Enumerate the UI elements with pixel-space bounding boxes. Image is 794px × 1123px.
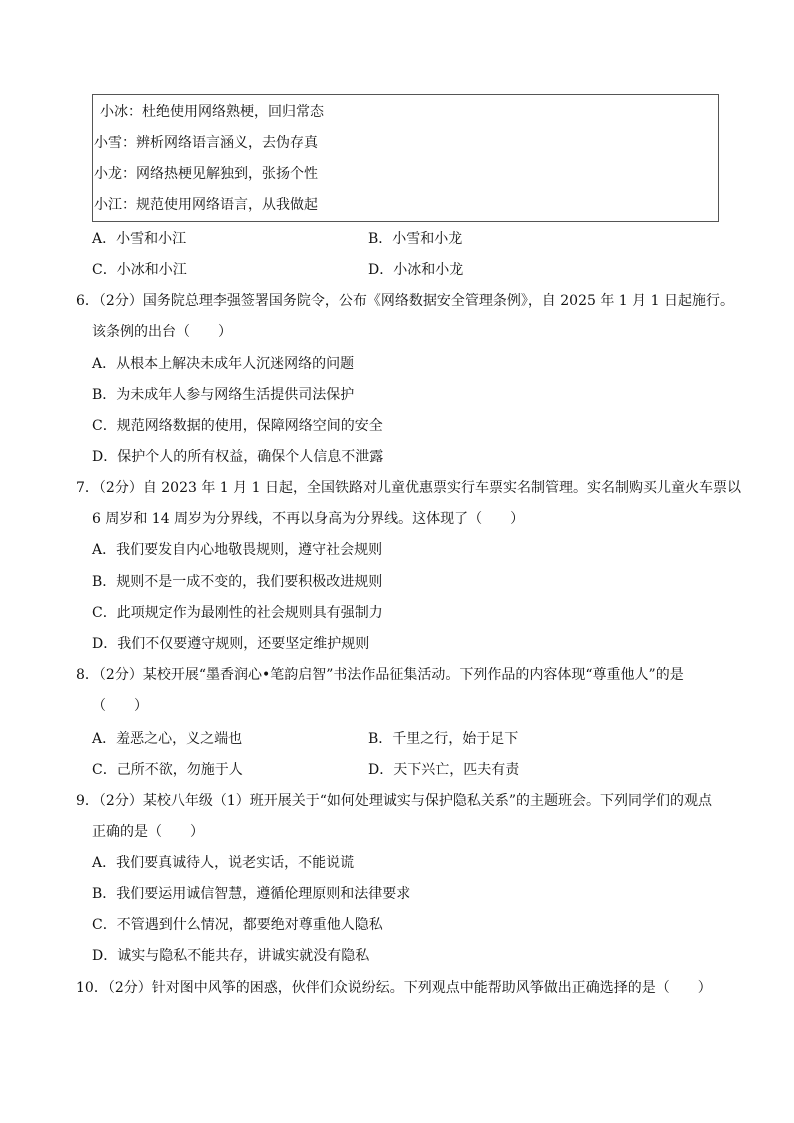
question-stem-cont: （ ） xyxy=(92,698,148,714)
option-d: D．天下兴亡，匹夫有责 xyxy=(368,762,520,778)
question-stem: 7．（2分）自 2023 年 1 月 1 日起，全国铁路对儿童优惠票实行车票实名制管理。实名制购买儿童火车票以 xyxy=(76,480,741,496)
quote-line: 小雪：辨析网络语言涵义，去伪存真 xyxy=(94,135,318,151)
option-c: C．己所不欲，勿施于人 xyxy=(92,762,243,778)
option-b: B．小雪和小龙 xyxy=(368,231,463,247)
option-c: C．规范网络数据的使用，保障网络空间的安全 xyxy=(92,418,383,434)
option-d: D．诚实与隐私不能共存，讲诚实就没有隐私 xyxy=(92,948,370,964)
quote-line: 小冰：杜绝使用网络熟梗，回归常态 xyxy=(100,104,324,120)
question-stem-cont: 正确的是（ ） xyxy=(92,824,204,840)
option-c: C．小冰和小江 xyxy=(92,262,187,278)
option-a: A．从根本上解决未成年人沉迷网络的问题 xyxy=(92,356,355,372)
question-stem: 10．（2分）针对图中风筝的困惑，伙伴们众说纷纭。下列观点中能帮助风筝做出正确选择的是（ ） xyxy=(76,980,712,996)
question-stem-cont: 6 周岁和 14 周岁为分界线，不再以身高为分界线。这体现了（ ） xyxy=(92,511,525,527)
option-b: B．为未成年人参与网络生活提供司法保护 xyxy=(92,387,355,403)
option-d: D．我们不仅要遵守规则，还要坚定维护规则 xyxy=(92,636,370,652)
option-b: B．规则不是一成不变的，我们要积极改进规则 xyxy=(92,574,383,590)
question-stem: 9．（2分）某校八年级（1）班开展关于“如何处理诚实与保护隐私关系”的主题班会。下列同学们的观点 xyxy=(76,793,713,809)
question-stem-cont: 该条例的出台（ ） xyxy=(92,324,232,340)
question-stem: 8．（2分）某校开展“墨香润心•笔韵启智”书法作品征集活动。下列作品的内容体现“尊重他人”的是 xyxy=(76,667,684,683)
option-b: B．千里之行，始于足下 xyxy=(368,731,519,747)
question-stem: 6．（2分）国务院总理李强签署国务院令，公布《网络数据安全管理条例》，自 2025 年 1 月 1 日起施行。 xyxy=(76,293,734,309)
option-a: A．羞恶之心，义之端也 xyxy=(92,731,243,747)
option-d: D．小冰和小龙 xyxy=(368,262,464,278)
quote-line: 小龙：网络热梗见解独到，张扬个性 xyxy=(94,166,318,182)
option-b: B．我们要运用诚信智慧，遵循伦理原则和法律要求 xyxy=(92,886,411,902)
option-d: D．保护个人的所有权益，确保个人信息不泄露 xyxy=(92,449,384,465)
quote-line: 小江：规范使用网络语言，从我做起 xyxy=(94,197,318,213)
option-c: C．不管遇到什么情况，都要绝对尊重他人隐私 xyxy=(92,917,383,933)
option-a: A．我们要真诚待人，说老实话，不能说谎 xyxy=(92,855,355,871)
option-c: C．此项规定作为最刚性的社会规则具有强制力 xyxy=(92,605,383,621)
option-a: A．小雪和小江 xyxy=(92,231,187,247)
option-a: A．我们要发自内心地敬畏规则，遵守社会规则 xyxy=(92,542,383,558)
